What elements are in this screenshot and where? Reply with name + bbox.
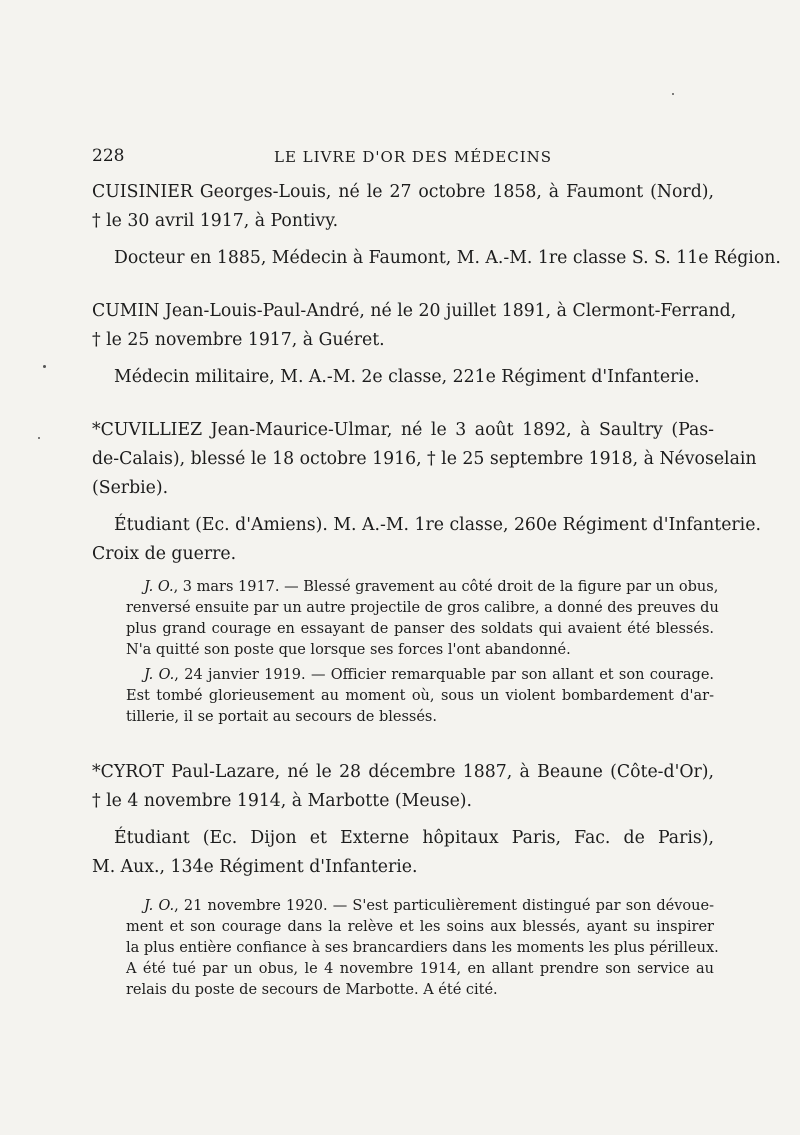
page-body: [92, 178, 781, 1001]
entry-line: † le 4 novembre 1914, à Marbotte (Meuse).: [92, 791, 473, 811]
citation-source: J. O.: [144, 579, 174, 595]
citation-block: [92, 577, 719, 661]
citation-line: la plus entière confiance à ses brancardiers dans les moments les plus périlleux.: [126, 940, 719, 956]
scan-speck: [43, 365, 46, 368]
entry-separator: [92, 728, 714, 758]
entry-separator: [92, 273, 714, 297]
citation-line: Est tombé glorieusement au moment où, sous un violent bombardement d'ar-: [126, 688, 714, 704]
citation-line: J. O., 21 novembre 1920. — S'est particulièrement distingué par son dévoue-: [144, 898, 714, 914]
entry-cuisinier: [92, 178, 781, 273]
running-title: LE LIVRE D'OR DES MÉDECINS: [274, 148, 553, 166]
citation-line: relais du poste de secours de Marbotte. A été cité.: [126, 982, 498, 998]
page-header: [92, 146, 712, 170]
career-line: M. Aux., 134e Régiment d'Infanterie.: [92, 857, 418, 877]
page-number: 228: [92, 146, 125, 166]
citation-block: [92, 665, 714, 728]
entry-line: † le 30 avril 1917, à Pontivy.: [92, 211, 339, 231]
scan-speck: [38, 437, 40, 439]
citation-line: J. O., 24 janvier 1919. — Officier remarquable par son allant et son courage.: [144, 667, 715, 683]
citation-line: tillerie, il se portait au secours de blessés.: [126, 709, 437, 725]
citation-line: J. O., 3 mars 1917. — Blessé gravement au côté droit de la figure par un obus,: [144, 579, 719, 595]
citation-line: N'a quitté son poste que lorsque ses forces l'ont abandonné.: [126, 642, 571, 658]
citation-line: ment et son courage dans la relève et les soins aux blessés, ayant su inspirer: [126, 919, 714, 935]
entry-separator: [92, 392, 714, 416]
entry-cumin: [92, 297, 737, 392]
entry-line: CUMIN Jean-Louis-Paul-André, né le 20 juillet 1891, à Clermont-Ferrand,: [92, 301, 737, 321]
citation-block: [92, 896, 719, 1001]
scan-speck: [672, 93, 674, 95]
entry-cyrot: [92, 758, 719, 1001]
career-line: Croix de guerre.: [92, 544, 237, 564]
entry-cuvilliez: [92, 416, 761, 728]
citation-line: renversé ensuite par un autre projectile de gros calibre, a donné des preuves du: [126, 600, 719, 616]
citation-source: J. O.: [144, 667, 175, 683]
entry-line: *CYROT Paul-Lazare, né le 28 décembre 1887, à Beaune (Côte-d'Or),: [92, 762, 714, 782]
entry-line: (Serbie).: [92, 478, 169, 498]
citation-line: plus grand courage en essayant de panser des soldats qui avaient été blessés.: [126, 621, 714, 637]
career-line: Étudiant (Ec. d'Amiens). M. A.-M. 1re classe, 260e Régiment d'Infanterie.: [114, 515, 761, 535]
entry-line: *CUVILLIEZ Jean-Maurice-Ulmar, né le 3 août 1892, à Saultry (Pas-: [92, 420, 714, 440]
citation-line: A été tué par un obus, le 4 novembre 1914, en allant prendre son service au: [126, 961, 714, 977]
entry-line: CUISINIER Georges-Louis, né le 27 octobre 1858, à Faumont (Nord),: [92, 182, 714, 202]
citation-source: J. O.: [144, 898, 175, 914]
entry-line: de-Calais), blessé le 18 octobre 1916, † le 25 septembre 1918, à Névoselain: [92, 449, 757, 469]
entry-line: † le 25 novembre 1917, à Guéret.: [92, 330, 385, 350]
career-line: Médecin militaire, M. A.-M. 2e classe, 221e Régiment d'Infanterie.: [114, 367, 700, 387]
career-line: Docteur en 1885, Médecin à Faumont, M. A.-M. 1re classe S. S. 11e Région.: [114, 248, 781, 268]
career-line: Étudiant (Ec. Dijon et Externe hôpitaux Paris, Fac. de Paris),: [114, 828, 714, 848]
